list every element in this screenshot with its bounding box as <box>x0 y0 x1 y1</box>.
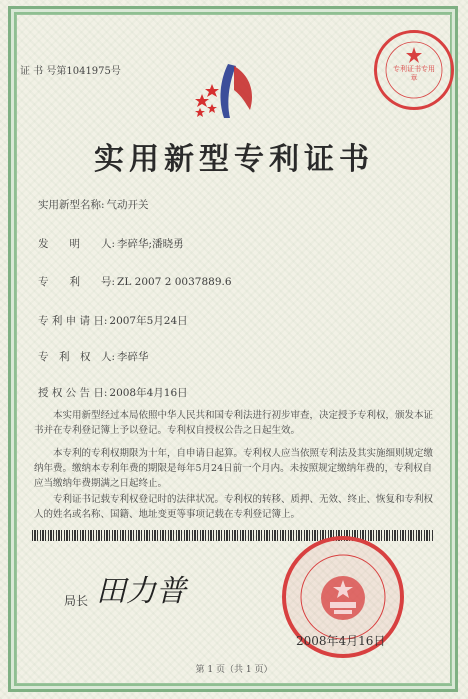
paragraph-status: 专利证书记载专利权登记时的法律状况。专利权的转移、质押、无效、终止、恢复和专利权人的姓名或名称、国籍、地址变更等事项记载在专利登记簿上。 <box>34 494 434 520</box>
field-label: 专 利 号: <box>38 276 116 288</box>
field-label: 实用新型名称: <box>38 199 105 211</box>
official-seal-small <box>374 30 454 110</box>
field-application-date <box>38 313 188 328</box>
field-utility-model-name <box>38 197 149 212</box>
director-label: 局长 <box>64 594 89 608</box>
issue-date: 2008年4月16日 <box>296 634 386 648</box>
field-value: 2008年4月16日 <box>109 387 188 399</box>
field-value: 2007年5月24日 <box>109 315 188 327</box>
field-patentee <box>38 349 149 364</box>
field-value: ZL 2007 2 0037889.6 <box>117 276 232 288</box>
certificate-title: 实用新型专利证书 <box>94 142 374 177</box>
field-label: 专 利 申 请 日: <box>38 315 108 327</box>
patent-office-emblem-icon <box>190 60 270 122</box>
field-inventor <box>38 236 184 251</box>
paragraph-grant: 本实用新型经过本局依照中华人民共和国专利法进行初步审查，决定授予专利权，颁发本证书并在专利登记簿上予以登记。专利权自授权公告之日起生效。 <box>34 410 434 436</box>
certificate-number <box>20 62 121 77</box>
field-value: 李碎华;潘晓勇 <box>117 238 184 250</box>
page-footer: 第 1 页（共 1 页） <box>195 665 273 675</box>
field-announcement-date <box>38 385 188 400</box>
field-value: 李碎华 <box>117 351 149 363</box>
field-patent-number <box>38 274 232 289</box>
certificate-number-value: 1041975 <box>66 66 111 77</box>
director-signature: 田力普 <box>96 574 186 609</box>
field-value: 气动开关 <box>106 199 149 211</box>
paragraph-term: 本专利的专利权期限为十年，自申请日起算。专利权人应当依照专利法及其实施细则规定缴纳年费。缴纳本专利年费的期限是每年5月24日前一个月内。未按照规定缴纳年费的，专利权自应当缴纳年费期满之日起终止。 <box>34 448 434 489</box>
seal-small-inner-text: 专利证书专用章 <box>393 65 435 82</box>
field-label: 专 利 权 人: <box>38 351 116 363</box>
field-label: 授 权 公 告 日: <box>38 387 108 399</box>
field-label: 发 明 人: <box>38 238 116 250</box>
certificate-number-suffix: 号 <box>110 66 121 77</box>
certificate-number-label: 证 书 号第 <box>20 66 67 77</box>
